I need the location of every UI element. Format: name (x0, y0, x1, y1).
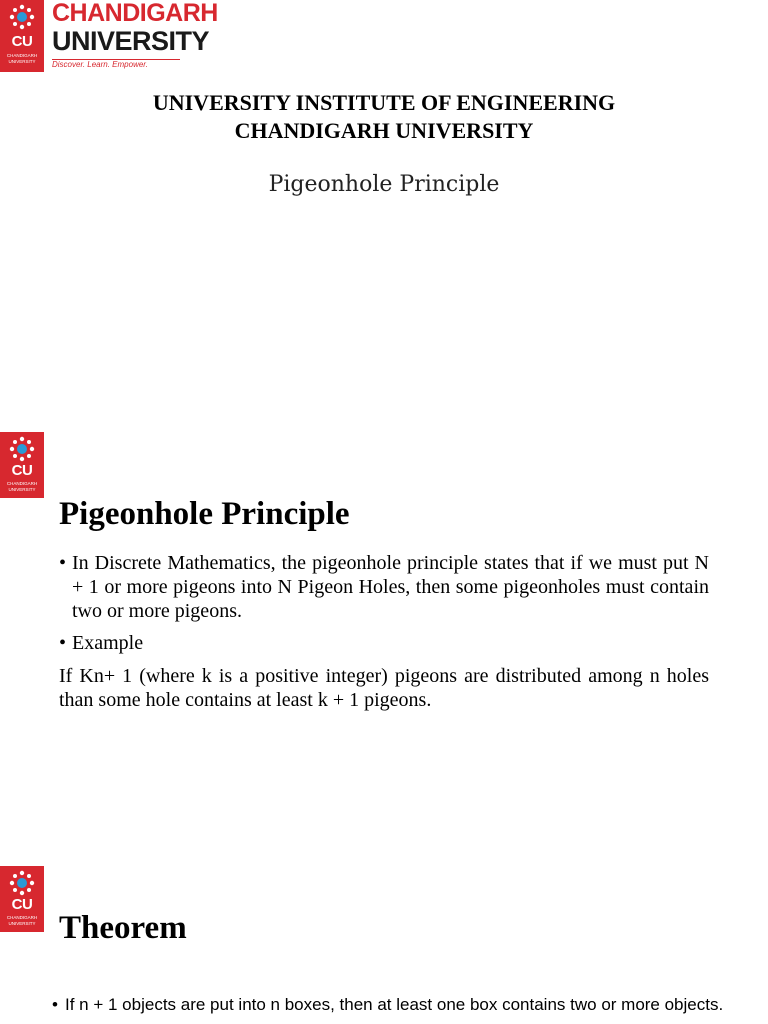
principle-slide (0, 410, 768, 820)
list-item: • If n + 1 objects are put into n boxes, then at least one box contains two or more objects. (52, 993, 742, 1017)
brand-name-top: CHANDIGARH (52, 0, 218, 27)
example-paragraph: If Kn+ 1 (where k is a positive integer) pigeons are distributed among n holes than some hole contains at least k + 1 pigeons. (59, 665, 709, 711)
badge-cu-text: CU (11, 462, 33, 479)
university-emblem-icon (5, 869, 39, 897)
badge-cu-text: CU (11, 33, 33, 50)
badge-subtitle: CHANDIGARH UNIVERSITY (6, 915, 38, 926)
university-emblem-icon (5, 435, 39, 463)
list-item: • In Discrete Mathematics, the pigeonhole principle states that if we must put N + 1 or more pigeons into N Pigeon Holes, then some pigeonholes must contain two or more pigeons. (59, 552, 709, 622)
institute-line-1: UNIVERSITY INSTITUTE OF ENGINEERING (152, 90, 616, 115)
bullet-icon: • (59, 552, 67, 574)
slide-heading: Pigeonhole Principle (59, 496, 350, 532)
brand-tagline: Discover. Learn. Empower. (52, 60, 148, 69)
bullet-list (52, 993, 742, 1024)
cu-logo-badge (0, 432, 44, 498)
institute-line-2: CHANDIGARH UNIVERSITY (234, 118, 534, 143)
theorem-slide (0, 820, 768, 1024)
badge-subtitle: CHANDIGARH UNIVERSITY (6, 481, 38, 492)
badge-cu-text: CU (11, 896, 33, 913)
brand-name-bottom: UNIVERSITY (52, 26, 210, 56)
bullet-icon: • (59, 632, 67, 654)
bullet-list (59, 551, 709, 663)
bullet-icon: • (52, 995, 58, 1014)
badge-subtitle: CHANDIGARH UNIVERSITY (6, 53, 38, 64)
list-item: • Example (59, 632, 144, 654)
presentation-subtitle: Pigeonhole Principle (268, 172, 500, 197)
slide-heading: Theorem (59, 910, 187, 946)
title-slide (0, 0, 768, 410)
cu-logo-badge (0, 866, 44, 932)
university-emblem-icon (5, 3, 39, 31)
cu-logo-badge (0, 0, 44, 72)
